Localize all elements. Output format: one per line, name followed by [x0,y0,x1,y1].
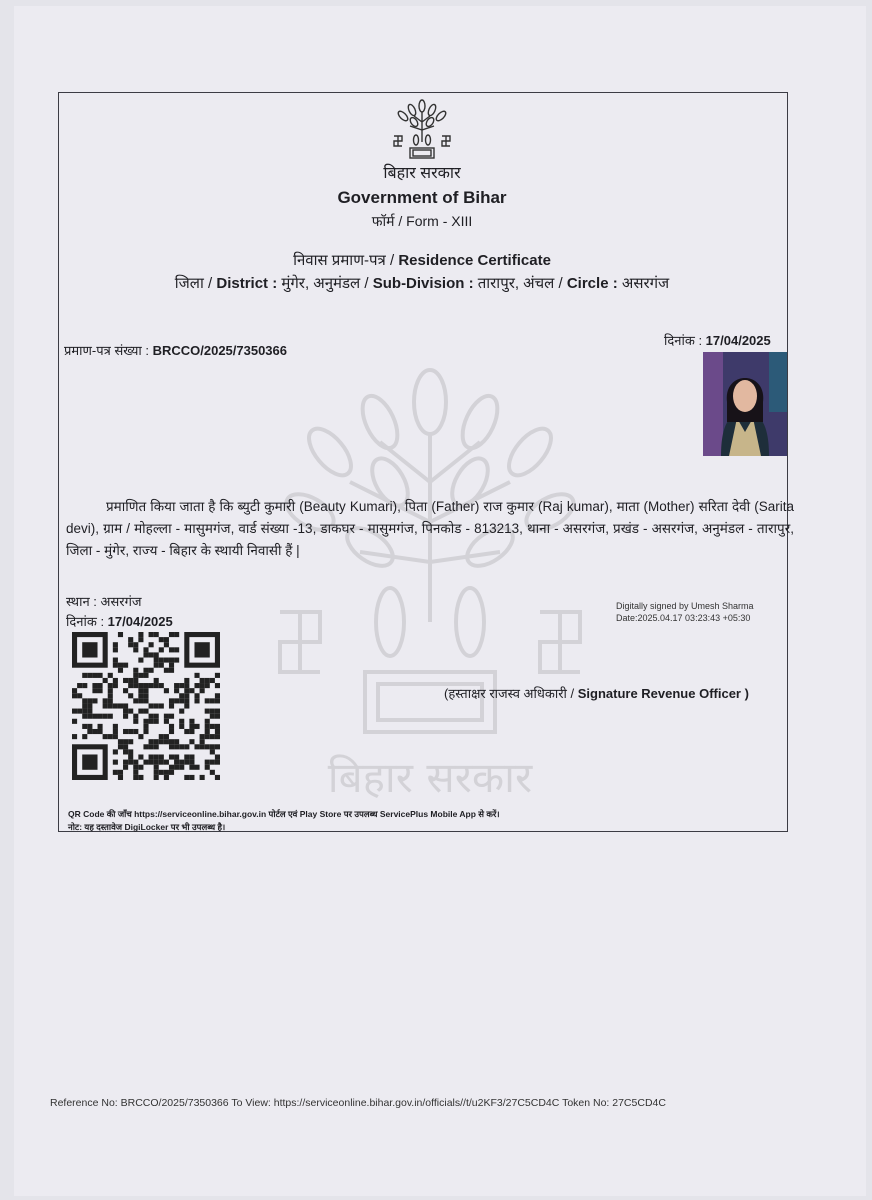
cert-title-hindi: निवास प्रमाण-पत्र / [293,252,399,269]
place-line [66,592,173,612]
district-label: District : [216,275,282,292]
place-label: स्थान : [66,594,101,609]
qr-note-line: QR Code की जाँच https://serviceonline.bihar.gov.in पोर्टल एवं Play Store पर उपलब्ध ServicePlus Mobile App से करें। [68,809,500,819]
certificate-number [64,341,287,359]
cert-number-label: प्रमाण-पत्र संख्या : [64,343,153,358]
subdivision-value: तारापुर, अंचल / [477,275,567,292]
bodhi-tree-emblem-icon [390,98,454,160]
place-value: असरगंज [100,594,142,609]
qr-note [68,808,500,834]
circle-value: असरगंज [621,275,670,292]
issue-date [664,331,771,349]
district-label-hindi: जिला / [174,275,217,292]
reference-footer: Reference No: BRCCO/2025/7350366 To View: https://serviceonline.bihar.gov.in/officials//t/u2KF3/27C5CD4C Token No: 27C5CD4C [50,1097,666,1109]
issue-date-label: दिनांक : [664,333,706,348]
gov-hindi-title: बिहार सरकार [383,165,461,182]
certificate-title [58,250,786,270]
place-date-line [66,612,173,632]
district-line [58,273,786,293]
qr-code-icon[interactable] [72,632,220,780]
place-date-value: 17/04/2025 [107,614,173,629]
signature-english: Signature Revenue Officer ) [577,686,749,701]
certificate-body [66,496,794,562]
signature-hindi: (हस्ताक्षर राजस्व अधिकारी / [444,686,578,701]
cert-title-english: Residence Certificate [398,252,551,269]
digital-signature-name: Digitally signed by Umesh Sharma [616,601,754,611]
digilocker-note: नोट: यह दस्तावेज DigiLocker पर भी उपलब्ध है। [68,822,226,832]
cert-number-value: BRCCO/2025/7350366 [152,343,287,358]
district-value: मुंगेर, अनुमंडल / [281,275,373,292]
subdivision-label: Sub-Division : [372,275,478,292]
gov-english-title: Government of Bihar [337,188,507,207]
digital-signature [616,600,754,624]
certificate-body-text: प्रमाणित किया जाता है कि ब्युटी कुमारी (Beauty Kumari), पिता (Father) राज कुमार (Raj kumar), माता (Mother) सरिता देवी (Sarita devi), ग्राम / मोहल्ला - मासुमगंज, वार्ड संख्या -13, डाकघर - मासुमगंज, पिनकोड - 813213, थाना - असरगंज, प्रखंड - असरगंज, अनुमंडल - तारापुर, जिला - मुंगेर, राज्य - बिहार के स्थायी निवासी हैं | [66,499,794,558]
circle-label: Circle : [566,275,622,292]
digital-signature-date: Date:2025.04.17 03:23:43 +05:30 [616,613,751,623]
watermark-text: बिहार सरकार [327,753,533,802]
applicant-photo [703,352,787,456]
place-block [66,592,173,632]
signature-label [444,684,749,702]
form-number: फॉर्म / Form - XIII [371,213,473,229]
place-date-label: दिनांक : [66,614,108,629]
issue-date-value: 17/04/2025 [705,333,771,348]
